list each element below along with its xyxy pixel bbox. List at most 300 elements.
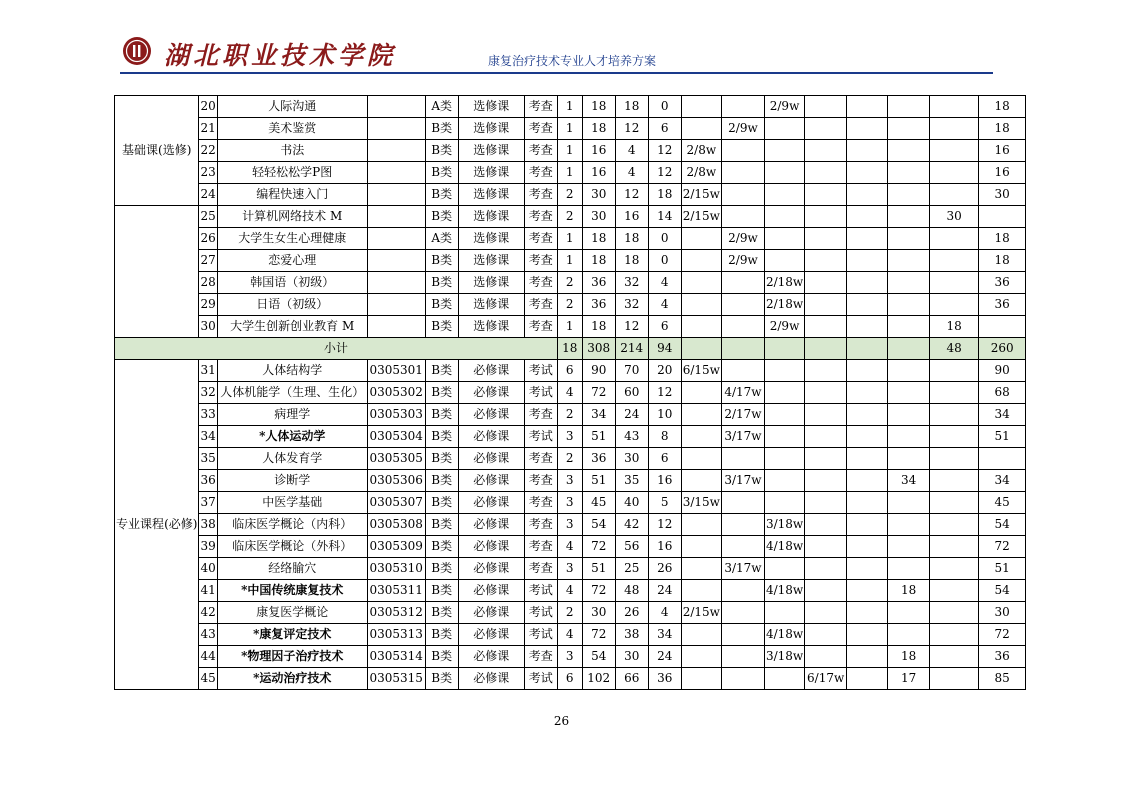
semester-2: 2/17w	[721, 404, 764, 426]
row-number: 43	[199, 624, 217, 646]
table-row	[115, 448, 1064, 470]
course-code	[367, 316, 425, 338]
credits: 4	[557, 624, 582, 646]
online-hours: 36	[979, 272, 1026, 294]
assessment: 考查	[524, 316, 557, 338]
credits: 3	[557, 470, 582, 492]
theory-hours: 18	[615, 96, 648, 118]
semester-2	[721, 140, 764, 162]
semester-6	[888, 206, 930, 228]
semester-6	[888, 448, 930, 470]
theory-hours: 4	[615, 140, 648, 162]
row-number: 45	[199, 668, 217, 690]
semester-4	[805, 536, 847, 558]
course-nature: 必修课	[458, 602, 524, 624]
subtotal-s4	[805, 338, 847, 360]
semester-5	[847, 492, 888, 514]
page-header	[120, 34, 993, 74]
table-row	[115, 206, 1064, 228]
course-code: 0305309	[367, 536, 425, 558]
row-number: 34	[199, 426, 217, 448]
online-hours: 36	[979, 294, 1026, 316]
semester-5	[847, 426, 888, 448]
course-nature: 必修课	[458, 646, 524, 668]
theory-hours: 18	[615, 228, 648, 250]
course-type: B类	[425, 272, 458, 294]
assessment: 考查	[524, 646, 557, 668]
extra-hours	[930, 162, 979, 184]
semester-5	[847, 316, 888, 338]
course-name: 日语（初级）	[217, 294, 367, 316]
theory-hours: 18	[615, 250, 648, 272]
total-hours: 18	[582, 118, 615, 140]
semester-5	[847, 206, 888, 228]
subtotal-row	[115, 338, 1064, 360]
semester-1	[681, 448, 721, 470]
semester-1: 2/15w	[681, 184, 721, 206]
course-nature: 选修课	[458, 118, 524, 140]
course-name: *物理因子治疗技术	[217, 646, 367, 668]
theory-hours: 40	[615, 492, 648, 514]
practice-hours: 4	[648, 602, 681, 624]
course-nature: 选修课	[458, 96, 524, 118]
semester-1	[681, 426, 721, 448]
course-code: 0305312	[367, 602, 425, 624]
semester-4	[805, 624, 847, 646]
course-type: B类	[425, 250, 458, 272]
semester-4	[805, 426, 847, 448]
category-char: (选修)	[158, 143, 192, 157]
course-code	[367, 162, 425, 184]
semester-6	[888, 492, 930, 514]
theory-hours: 25	[615, 558, 648, 580]
theory-hours: 12	[615, 184, 648, 206]
online-hours	[979, 448, 1026, 470]
semester-4	[805, 448, 847, 470]
assessment: 考查	[524, 96, 557, 118]
total-hours: 30	[582, 206, 615, 228]
course-code: 0305303	[367, 404, 425, 426]
semester-4	[805, 470, 847, 492]
semester-3: 3/18w	[764, 646, 804, 668]
semester-2: 3/17w	[721, 558, 764, 580]
semester-6	[888, 536, 930, 558]
course-type: B类	[425, 162, 458, 184]
theory-hours: 56	[615, 536, 648, 558]
row-number: 32	[199, 382, 217, 404]
semester-6	[888, 140, 930, 162]
semester-6	[888, 602, 930, 624]
extra-hours	[930, 470, 979, 492]
table-row	[115, 558, 1064, 580]
total-hours: 16	[582, 162, 615, 184]
practice-hours: 5	[648, 492, 681, 514]
semester-3	[764, 668, 804, 690]
course-nature: 必修课	[458, 536, 524, 558]
extra-hours	[930, 228, 979, 250]
course-nature: 必修课	[458, 492, 524, 514]
course-type: B类	[425, 646, 458, 668]
table-row	[115, 316, 1064, 338]
row-number: 36	[199, 470, 217, 492]
course-name: 计算机网络技术 M	[217, 206, 367, 228]
course-name: 人体机能学（生理、生化）	[217, 382, 367, 404]
semester-5	[847, 140, 888, 162]
category-char: 课	[140, 517, 153, 531]
semester-2	[721, 316, 764, 338]
course-nature: 必修课	[458, 404, 524, 426]
row-number: 30	[199, 316, 217, 338]
course-nature: 选修课	[458, 272, 524, 294]
extra-hours	[930, 646, 979, 668]
semester-5	[847, 294, 888, 316]
semester-3: 4/18w	[764, 580, 804, 602]
total-hours: 18	[582, 228, 615, 250]
semester-3	[764, 558, 804, 580]
assessment: 考查	[524, 536, 557, 558]
online-hours: 16	[979, 162, 1026, 184]
course-nature: 选修课	[458, 228, 524, 250]
assessment: 考试	[524, 360, 557, 382]
semester-2	[721, 272, 764, 294]
online-hours: 16	[979, 140, 1026, 162]
practice-hours: 0	[648, 228, 681, 250]
course-type: B类	[425, 118, 458, 140]
theory-hours: 66	[615, 668, 648, 690]
credits: 1	[557, 96, 582, 118]
online-hours: 18	[979, 118, 1026, 140]
practice-hours: 0	[648, 250, 681, 272]
semester-1: 2/15w	[681, 602, 721, 624]
online-hours: 30	[979, 184, 1026, 206]
row-number: 20	[199, 96, 217, 118]
course-nature: 必修课	[458, 426, 524, 448]
assessment: 考查	[524, 228, 557, 250]
semester-3	[764, 118, 804, 140]
credits: 3	[557, 492, 582, 514]
semester-2: 3/17w	[721, 470, 764, 492]
assessment: 考查	[524, 162, 557, 184]
theory-hours: 48	[615, 580, 648, 602]
practice-hours: 36	[648, 668, 681, 690]
semester-3	[764, 206, 804, 228]
total-hours: 90	[582, 360, 615, 382]
online-hours: 54	[979, 580, 1026, 602]
credits: 1	[557, 118, 582, 140]
course-name: *康复评定技术	[217, 624, 367, 646]
course-code: 0305302	[367, 382, 425, 404]
semester-6	[888, 426, 930, 448]
category-char: 程	[152, 517, 165, 531]
semester-2	[721, 492, 764, 514]
online-hours: 85	[979, 668, 1026, 690]
practice-hours: 24	[648, 580, 681, 602]
course-name: 书法	[217, 140, 367, 162]
theory-hours: 16	[615, 206, 648, 228]
table-row	[115, 118, 1064, 140]
course-type: B类	[425, 360, 458, 382]
course-type: B类	[425, 602, 458, 624]
assessment: 考查	[524, 140, 557, 162]
semester-2	[721, 162, 764, 184]
table-row	[115, 404, 1064, 426]
semester-6	[888, 250, 930, 272]
course-name: 编程快速入门	[217, 184, 367, 206]
category-label-continued	[115, 206, 199, 338]
theory-hours: 30	[615, 448, 648, 470]
semester-2	[721, 206, 764, 228]
theory-hours: 43	[615, 426, 648, 448]
course-name: 美术鉴赏	[217, 118, 367, 140]
semester-5	[847, 536, 888, 558]
semester-5	[847, 646, 888, 668]
semester-4	[805, 404, 847, 426]
semester-3: 2/9w	[764, 316, 804, 338]
semester-4: 6/17w	[805, 668, 847, 690]
assessment: 考查	[524, 404, 557, 426]
course-name: *人体运动学	[217, 426, 367, 448]
semester-4	[805, 382, 847, 404]
credits: 3	[557, 514, 582, 536]
total-hours: 18	[582, 316, 615, 338]
semester-1	[681, 294, 721, 316]
course-type: B类	[425, 448, 458, 470]
credits: 2	[557, 404, 582, 426]
table-row	[115, 470, 1064, 492]
course-type: B类	[425, 426, 458, 448]
semester-6	[888, 96, 930, 118]
table-row	[115, 624, 1064, 646]
online-hours: 45	[979, 492, 1026, 514]
extra-hours	[930, 404, 979, 426]
table-row	[115, 492, 1064, 514]
semester-3	[764, 228, 804, 250]
semester-1	[681, 118, 721, 140]
semester-2: 4/17w	[721, 382, 764, 404]
extra-hours	[930, 624, 979, 646]
semester-5	[847, 228, 888, 250]
course-name: *中国传统康复技术	[217, 580, 367, 602]
semester-2	[721, 294, 764, 316]
page-number: 26	[553, 714, 570, 728]
row-number: 40	[199, 558, 217, 580]
extra-hours	[930, 250, 979, 272]
semester-2: 2/9w	[721, 228, 764, 250]
course-code	[367, 250, 425, 272]
credits: 3	[557, 558, 582, 580]
course-code	[367, 140, 425, 162]
assessment: 考查	[524, 470, 557, 492]
total-hours: 30	[582, 184, 615, 206]
table-row	[115, 140, 1064, 162]
semester-6: 18	[888, 580, 930, 602]
semester-5	[847, 184, 888, 206]
semester-3	[764, 426, 804, 448]
total-hours: 51	[582, 426, 615, 448]
row-number: 25	[199, 206, 217, 228]
semester-6: 17	[888, 668, 930, 690]
category-char: (必修)	[164, 517, 198, 531]
total-hours: 72	[582, 536, 615, 558]
extra-hours	[930, 382, 979, 404]
assessment: 考查	[524, 294, 557, 316]
semester-2: 2/9w	[721, 250, 764, 272]
online-hours: 34	[979, 404, 1026, 426]
practice-hours: 20	[648, 360, 681, 382]
total-hours: 102	[582, 668, 615, 690]
subtotal-credits: 18	[557, 338, 582, 360]
assessment: 考查	[524, 184, 557, 206]
semester-2	[721, 646, 764, 668]
credits: 2	[557, 602, 582, 624]
semester-6	[888, 404, 930, 426]
extra-hours	[930, 96, 979, 118]
semester-2	[721, 96, 764, 118]
online-hours: 18	[979, 96, 1026, 118]
theory-hours: 12	[615, 118, 648, 140]
course-nature: 选修课	[458, 140, 524, 162]
table-row	[115, 184, 1064, 206]
semester-6	[888, 118, 930, 140]
course-code	[367, 294, 425, 316]
credits: 3	[557, 426, 582, 448]
total-hours: 54	[582, 646, 615, 668]
table-row	[115, 646, 1064, 668]
extra-hours	[930, 492, 979, 514]
credits: 2	[557, 272, 582, 294]
course-code: 0305315	[367, 668, 425, 690]
assessment: 考查	[524, 448, 557, 470]
course-code	[367, 184, 425, 206]
course-type: B类	[425, 558, 458, 580]
course-name: 大学生创新创业教育 M	[217, 316, 367, 338]
assessment: 考查	[524, 118, 557, 140]
credits: 6	[557, 360, 582, 382]
course-type: B类	[425, 206, 458, 228]
table-row	[115, 426, 1064, 448]
course-name: 中医学基础	[217, 492, 367, 514]
semester-1	[681, 96, 721, 118]
course-type: A类	[425, 228, 458, 250]
semester-3	[764, 140, 804, 162]
total-hours: 30	[582, 602, 615, 624]
semester-6	[888, 316, 930, 338]
semester-3: 2/18w	[764, 272, 804, 294]
semester-4	[805, 514, 847, 536]
course-type: A类	[425, 96, 458, 118]
semester-3	[764, 470, 804, 492]
semester-2	[721, 514, 764, 536]
extra-hours	[930, 602, 979, 624]
table-row	[115, 536, 1064, 558]
semester-1	[681, 580, 721, 602]
category-char: 课	[146, 143, 159, 157]
table-row	[115, 96, 1064, 118]
online-hours: 34	[979, 470, 1026, 492]
semester-3: 4/18w	[764, 536, 804, 558]
semester-3: 3/18w	[764, 514, 804, 536]
semester-5	[847, 360, 888, 382]
theory-hours: 30	[615, 646, 648, 668]
practice-hours: 12	[648, 514, 681, 536]
course-name: 临床医学概论（内科）	[217, 514, 367, 536]
practice-hours: 4	[648, 272, 681, 294]
semester-4	[805, 118, 847, 140]
semester-4	[805, 294, 847, 316]
semester-1	[681, 514, 721, 536]
course-code: 0305314	[367, 646, 425, 668]
assessment: 考查	[524, 250, 557, 272]
extra-hours	[930, 514, 979, 536]
semester-1	[681, 558, 721, 580]
theory-hours: 32	[615, 272, 648, 294]
extra-hours	[930, 580, 979, 602]
online-hours: 90	[979, 360, 1026, 382]
table-row	[115, 602, 1064, 624]
course-type: B类	[425, 382, 458, 404]
assessment: 考查	[524, 492, 557, 514]
credits: 4	[557, 382, 582, 404]
course-type: B类	[425, 316, 458, 338]
semester-6	[888, 360, 930, 382]
semester-1: 3/15w	[681, 492, 721, 514]
online-hours: 36	[979, 646, 1026, 668]
course-type: B类	[425, 536, 458, 558]
course-name: 大学生女生心理健康	[217, 228, 367, 250]
theory-hours: 26	[615, 602, 648, 624]
category-char: 专	[116, 517, 129, 531]
online-hours: 72	[979, 536, 1026, 558]
practice-hours: 14	[648, 206, 681, 228]
row-number: 39	[199, 536, 217, 558]
semester-5	[847, 558, 888, 580]
online-hours: 18	[979, 250, 1026, 272]
semester-4	[805, 646, 847, 668]
semester-4	[805, 360, 847, 382]
curriculum-table	[114, 95, 1064, 690]
row-number: 37	[199, 492, 217, 514]
online-hours: 51	[979, 558, 1026, 580]
credits: 2	[557, 206, 582, 228]
semester-4	[805, 162, 847, 184]
semester-4	[805, 250, 847, 272]
total-hours: 45	[582, 492, 615, 514]
course-nature: 必修课	[458, 360, 524, 382]
semester-2	[721, 624, 764, 646]
semester-1	[681, 624, 721, 646]
course-name: *运动治疗技术	[217, 668, 367, 690]
credits: 1	[557, 162, 582, 184]
course-code: 0305308	[367, 514, 425, 536]
online-hours: 30	[979, 602, 1026, 624]
course-nature: 选修课	[458, 250, 524, 272]
semester-5	[847, 404, 888, 426]
assessment: 考试	[524, 580, 557, 602]
course-code: 0305304	[367, 426, 425, 448]
course-code	[367, 96, 425, 118]
course-code	[367, 228, 425, 250]
online-hours	[979, 206, 1026, 228]
subtotal-s5	[847, 338, 888, 360]
assessment: 考查	[524, 272, 557, 294]
row-number: 31	[199, 360, 217, 382]
credits: 3	[557, 646, 582, 668]
semester-2	[721, 580, 764, 602]
course-nature: 选修课	[458, 206, 524, 228]
theory-hours: 42	[615, 514, 648, 536]
practice-hours: 8	[648, 426, 681, 448]
assessment: 考查	[524, 206, 557, 228]
